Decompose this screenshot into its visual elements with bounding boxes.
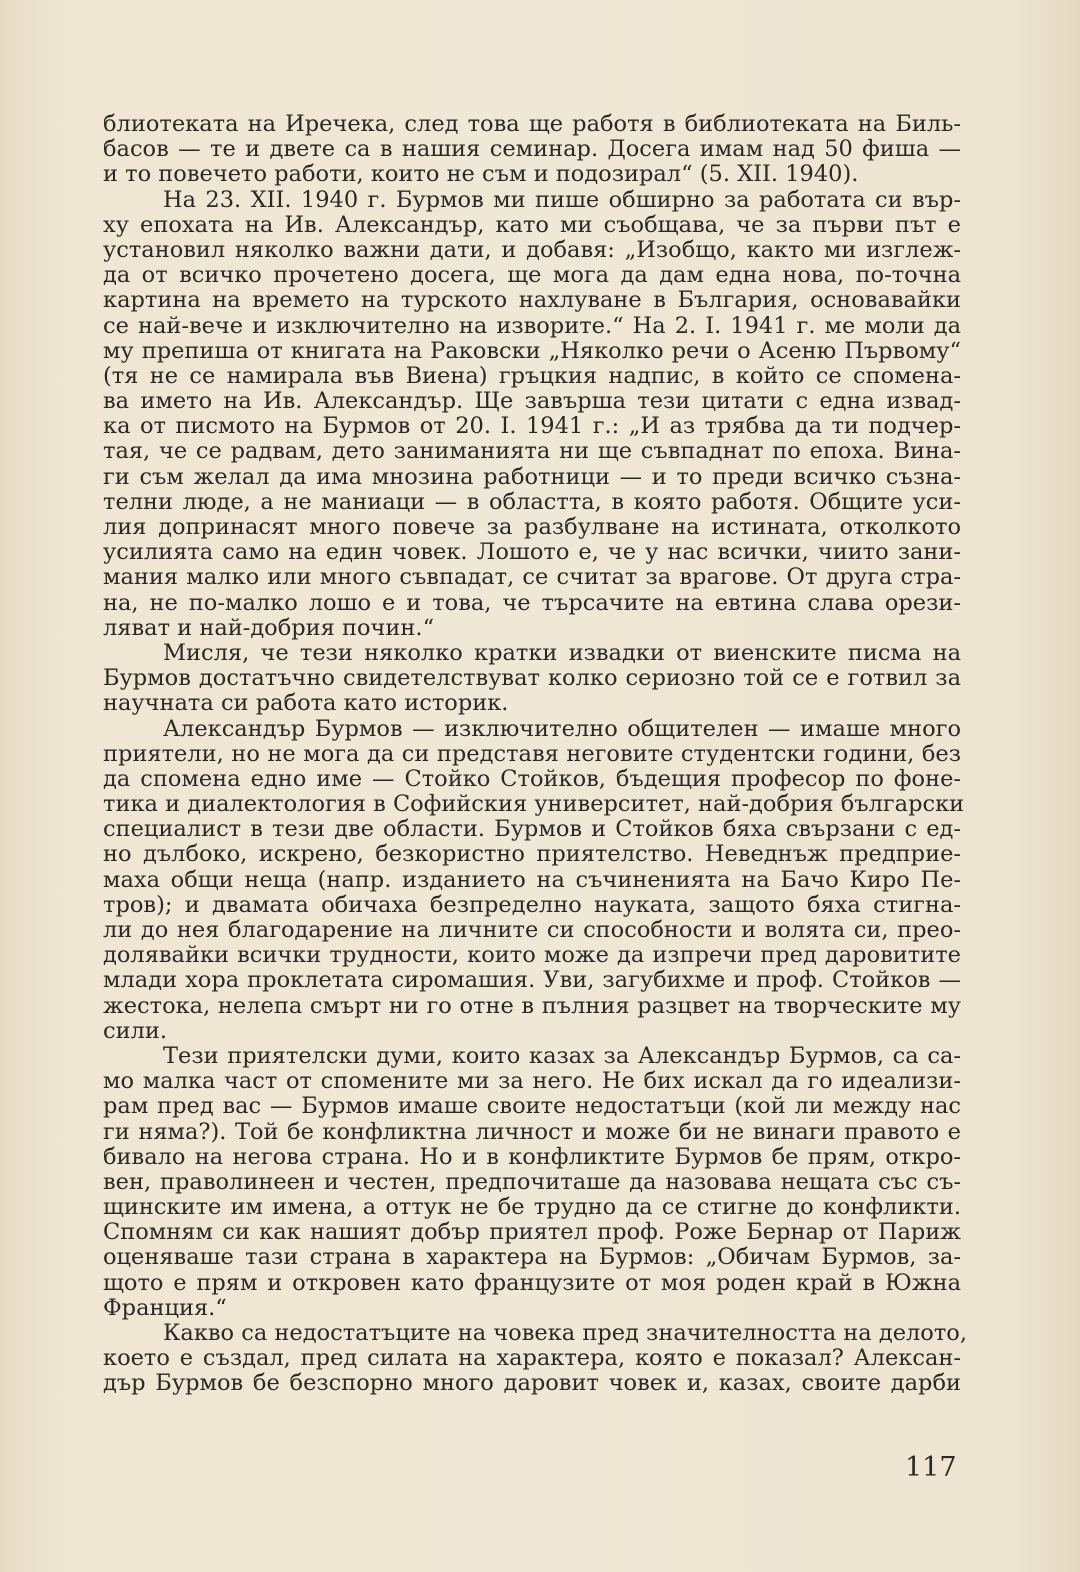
text-line: Франция.“: [103, 1294, 227, 1321]
text-line: на, не по-малко лошо е и това, че търсачите на евтина слава орези-: [103, 589, 961, 616]
text-line: Александър Бурмов — изключително общителен — имаше много: [163, 715, 961, 742]
text-line: Мисля, че тези няколко кратки извадки от виенските писма на: [163, 639, 961, 666]
text-line: Тези приятелски думи, които казах за Александър Бурмов, са са-: [163, 1042, 961, 1069]
text-line: жестока, нелепа смърт ни го отне в пълния разцвет на творческите му: [103, 992, 961, 1019]
text-line: ху епохата на Ив. Александър, като ми съобщава, че за първи път е: [103, 211, 961, 238]
text-line: (тя не се намирала във Виена) гръцкия надпис, в който се спомена-: [103, 362, 961, 389]
page-number: 117: [905, 1452, 957, 1483]
text-line: лия допринасят много повече за разбулване на истината, отколкото: [103, 514, 961, 540]
text-line: но дълбоко, искрено, безкористно приятелство. Неведнъж предприе-: [103, 841, 961, 868]
text-line: ли до нея благодарение на личните си способности и волята си, прео-: [103, 917, 961, 943]
text-line: оценяваше тази страна в характера на Бурмов: „Обичам Бурмов, за-: [103, 1244, 961, 1271]
text-line: ляват и най-добрия почин.“: [103, 614, 435, 641]
text-line: научната си работа като историк.: [103, 690, 509, 717]
text-line: Какво са недостатъците на човека пред значителността на делото,: [163, 1320, 967, 1346]
text-line: телни люде, а не маниаци — в областта, в която работя. Общите уси-: [103, 488, 961, 515]
text-line: щото е прям и откровен като французите от моя роден край в Южна: [103, 1269, 961, 1296]
text-line: маха общи неща (напр. изданието на съчиненията на Бачо Киро Пе-: [103, 866, 961, 893]
text-line: и то повечето работи, които не съм и подозирал“ (5. XII. 1940).: [103, 161, 859, 188]
text-line: да спомена едно име — Стойко Стойков, бъдещия професор по фоне-: [103, 765, 961, 792]
text-line: щинските им имена, а оттук не бе трудно да се стигне до конфликти.: [103, 1194, 961, 1221]
text-line: картина на времето на турското нахлуване в България, основавайки: [103, 287, 961, 314]
text-line: ги няма?). Той бе конфликтна личност и може би не винаги правото е: [103, 1118, 961, 1145]
text-line: дър Бурмов бе безспорно много даровит човек и, казах, своите дарби: [103, 1370, 961, 1397]
text-line: Спомням си как нашият добър приятел проф. Роже Бернар от Париж: [103, 1219, 961, 1246]
text-line: тая, че се радвам, дето заниманията ни ще съвпаднат по епоха. Вина-: [103, 438, 961, 465]
text-line: млади хора проклетата сиромашия. Уви, загубихме и проф. Стойков —: [103, 967, 961, 994]
text-line: да от всичко прочетено досега, ще мога да дам една нова, по-точна: [103, 262, 961, 289]
page-text: [103, 111, 967, 1397]
text-line: басов — те и двете са в нашия семинар. Досега имам над 50 фиша —: [103, 136, 961, 163]
text-line: На 23. XII. 1940 г. Бурмов ми пише обширно за работата си вър-: [163, 186, 961, 213]
text-line: бивало на негова страна. Но и в конфликтите Бурмов бе прям, откро-: [103, 1143, 961, 1170]
text-line: тров); и двамата обичаха безпределно науката, защото бяха стигна-: [103, 891, 961, 918]
text-line: вен, праволинеен и честен, предпочиташе да назовава нещата със съ-: [103, 1168, 961, 1195]
text-line: блиотеката на Иречека, след това ще работя в библиотеката на Биль-: [103, 111, 961, 137]
text-line: тика и диалектология в Софийския университет, най-добрия български: [103, 791, 965, 818]
text-line: се най-вече и изключително на изворите.“ На 2. I. 1941 г. ме моли да: [103, 312, 961, 339]
text-line: ка от писмото на Бурмов от 20. I. 1941 г.: „И аз трябва да ти подчер-: [103, 413, 961, 440]
text-line: долявайки всички трудности, които може да изпречи пред даровитите: [103, 942, 961, 969]
text-line: усилията само на един човек. Лошото е, че у нас всички, чиито зани-: [103, 539, 961, 566]
text-line: Бурмов достатъчно свидетелствуват колко сериозно той се е готвил за: [103, 665, 961, 692]
text-line: приятели, но не мога да си представя неговите студентски години, без: [103, 740, 961, 767]
text-line: рам пред вас — Бурмов имаше своите недостатъци (кой ли между нас: [103, 1093, 961, 1120]
text-line: което е създал, пред силата на характера, която е показал? Алексан-: [103, 1345, 961, 1372]
text-line: установил няколко важни дати, и добавя: „Изобщо, както ми изглеж-: [103, 236, 961, 263]
text-line: сили.: [103, 1017, 168, 1044]
text-line: специалист в тези две области. Бурмов и Стойков бяха свързани с ед-: [103, 816, 961, 843]
text-line: ва името на Ив. Александър. Ще завърша тези цитати с една извад-: [103, 388, 961, 415]
text-line: му препиша от книгата на Раковски „Няколко речи о Асеню Първому“: [103, 337, 961, 364]
text-line: ги съм желал да има мнозина работници — и то преди всичко съзна-: [103, 463, 961, 490]
text-line: мания малко или много съвпадат, се считат за врагове. От друга стра-: [103, 564, 961, 591]
text-line: мо малка част от спомените ми за него. Не бих искал да го идеализи-: [103, 1068, 961, 1095]
